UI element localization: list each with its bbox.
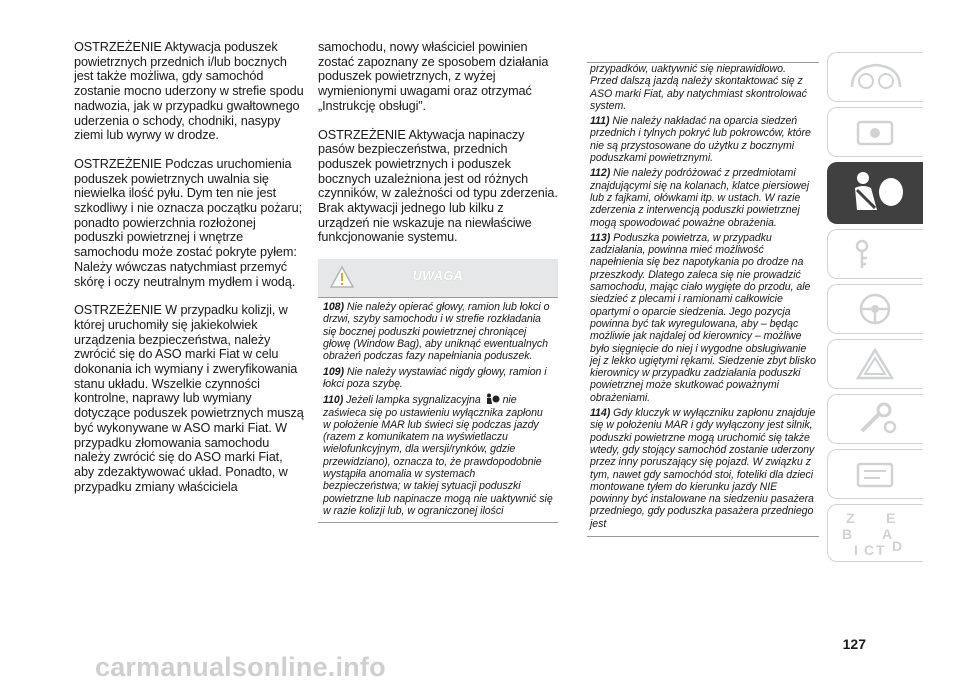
- index-letter: I: [854, 542, 858, 558]
- tab-emergency[interactable]: [827, 339, 923, 389]
- warning-item: [590, 232, 816, 404]
- warning-item: [323, 301, 553, 362]
- key-icon: [848, 236, 904, 272]
- seatbelt-airbag-icon: [847, 168, 907, 218]
- tab-maintenance[interactable]: [827, 394, 923, 444]
- tab-technical-data[interactable]: [827, 449, 923, 499]
- chapter-tabs: [827, 52, 923, 567]
- paragraph: OSTRZEŻENIE Aktywacja napinaczy pasów bezpieczeństwa, przednich poduszek powietrznych i poduszek bocznych uzależniona jest od różnych czynników, w zależności od typu zderzenia. Brak aktywacji jednego lub kilku z urządzeń nie wskazuje na niewłaściwe funkcjonowanie systemu.: [318, 127, 558, 245]
- paragraph: samochodu, nowy właściciel powinien zostać zapoznany ze sposobem działania poduszek powietrznych, z wyżej wymienionymi uwagami oraz otrzymać „Instrukcję obsługi”.: [318, 40, 549, 113]
- warning-number: 113): [590, 231, 611, 244]
- info-icon: [848, 114, 904, 150]
- dashboard-icon: [848, 59, 904, 95]
- warning-number: 108): [323, 301, 345, 314]
- tab-info[interactable]: [827, 107, 923, 157]
- watermark: carmanualsonline.info: [95, 652, 386, 682]
- steering-wheel-icon: [848, 291, 904, 327]
- index-letter: A: [882, 526, 893, 542]
- page-number: 127: [842, 636, 866, 652]
- warning-text: Nie należy podróżować z przedmiotami znajdującymi się na kolanach, klatce piersiowej lub z fajkami, ołówkami itp. w ustach. W razie zderzenia z interwencją poduszki powietrznej mogą spowodować poważne obrażenia.: [590, 167, 810, 229]
- index-letter: C: [864, 542, 875, 558]
- warning-number: 112): [590, 167, 611, 180]
- paragraph: OSTRZEŻENIE W przypadku kolizji, w której uruchomiły się jakiekolwiek urządzenia bezpieczeństwa, należy zwrócić się do ASO marki Fiat w celu dokonania ich wymiany i zweryfikowania stanu układu. Wszelkie czynności kontrolne, naprawy lub wymiany dotyczące poduszek powietrznych muszą być wykonywane w ASO marki Fiat. W przypadku złomowania samochodu należy zwrócić się do ASO marki Fiat, aby zdezaktywować układ. Ponadto, w przypadku zmiany właściciela: [74, 303, 304, 494]
- tab-starting[interactable]: [827, 229, 923, 279]
- tab-index[interactable]: [827, 504, 923, 562]
- index-letter: B: [842, 526, 853, 542]
- warning-text: Poduszka powietrza, w przypadku zadziałania, powinna mieć możliwość napełnienia się bez napotykania po drodze na przeszkody. Dlatego zaleca się nie prowadzić samochodu, mając ciało wygięte do przodu, ale siedzieć z plecami i ramionami całkowicie opartymi o oparcie siedzenia. Jego pozycja powinna być tak wyregulowana, aby – będąc możliwie jak najdalej od kierownicy – możliwe było sięgnięcie do niej i wygodne obsługiwanie jej z lekko ugiętymi rękami. Siedzenie zbyt blisko kierownicy w przypadku zadziałania poduszki powietrznej może skutkować poważnymi obrażeniami.: [590, 231, 816, 404]
- warning-item: [323, 393, 553, 517]
- warning-text: Nie należy nakładać na oparcia siedzeń przednich i tylnych pokryć lub pokrowców, które nie są przystosowane do użytku z bocznymi poduszkami powietrznymi.: [590, 115, 811, 165]
- index-letter: D: [892, 538, 903, 554]
- warning-number: 114): [590, 407, 611, 420]
- airbag-warning-light-icon: [484, 393, 500, 405]
- text-column-3: [587, 62, 819, 537]
- index-letter: E: [886, 510, 896, 526]
- warning-title: UWAGA: [412, 269, 464, 284]
- wrench-icon: [848, 401, 904, 437]
- paragraph: OSTRZEŻENIE Podczas uruchomienia poduszek powietrznych uwalnia się niewielka ilość pyłu. Dym ten nie jest szkodliwy i nie oznacza początku pożaru; ponadto powierzchnia rozłożonej poduszki powietrznej i wnętrze samochodu może zostać pokryte pyłem: Należy wówczas natychmiast przemyć skórę i oczy neutralnym mydłem i wodą.: [74, 156, 303, 289]
- warning-text: Gdy kluczyk w wyłączniku zapłonu znajduje się w położeniu MAR i gdy wyłączony jest silnik, poduszki powietrzne mogą uruchomić się także wtedy, gdy stojący samochód zostanie uderzony przez inny poruszający się pojazd. W związku z tym, nawet gdy samochód stoi, foteliki dla dzieci montowane tyłem do kierunku jazdy NIE powinny być instalowane na siedzeniu pasażera przedniego, gdy poduszka pasażera przedniego jest: [590, 407, 816, 530]
- specifications-icon: [848, 456, 904, 492]
- warning-item: [323, 366, 553, 391]
- text-column-2: [318, 40, 558, 523]
- index-letter: T: [876, 542, 885, 558]
- warning-text: nie zaświeca się po ustawieniu wyłącznika zapłonu w położenie MAR lub świeci się podczas jazdy (razem z komunikatem na wyświetlaczu wielofunkcyjnym, dla wersji/rynków, gdzie przewidziano), oznacza to, że prawdopodobnie wystąpiła anomalia w systemach bezpieczeństwa; w takiej sytuacji poduszki powietrzne lub napinacze mogą nie uaktywnić się w razie kolizji lub, w ograniczonej ilości: [323, 394, 553, 517]
- warning-item: [590, 115, 816, 164]
- warning-item: [590, 63, 816, 112]
- warning-text: Nie należy opierać głowy, ramion lub łokci o drzwi, szyby samochodu i w strefie rozkładania się bocznej poduszki powietrznej chroniącej głowę (Window Bag), aby uniknąć ewentualnych obrażeń podczas fazy napełniania poduszek.: [323, 301, 550, 363]
- index-letters-icon: [840, 507, 906, 559]
- warning-text: przypadków, uaktywnić się nieprawidłowo. Przed dalszą jazdą należy skontaktować się z ASO marki Fiat, aby natychmiast skontrolować system.: [590, 63, 807, 112]
- warning-text: Jeżeli lampka sygnalizacyjna: [346, 394, 481, 407]
- warning-text: Nie należy wystawiać nigdy głowy, ramion i łokci poza szybę.: [323, 365, 547, 390]
- paragraph: OSTRZEŻENIE Aktywacja poduszek powietrznych przednich i/lub bocznych jest także możliwa, gdy samochód zostanie mocno uderzony w strefie spodu nadwozia, jak w przypadku gwałtownego uderzenia o schody, chodniki, nasypy ziemi lub wyrwy w drodze.: [74, 40, 304, 143]
- warning-number: 110): [323, 394, 344, 407]
- warning-box: [318, 297, 558, 523]
- tab-dashboard[interactable]: [827, 52, 923, 102]
- warning-item: [590, 167, 816, 228]
- tab-safety[interactable]: [827, 162, 923, 224]
- warning-number: 111): [590, 115, 610, 128]
- tab-driving[interactable]: [827, 284, 923, 334]
- index-letter: Z: [846, 510, 855, 526]
- warning-item: [590, 407, 816, 530]
- warning-triangle-icon: [848, 346, 904, 382]
- warning-number: 109): [323, 365, 345, 378]
- warning-header: [318, 259, 558, 297]
- text-column-1: [74, 40, 306, 508]
